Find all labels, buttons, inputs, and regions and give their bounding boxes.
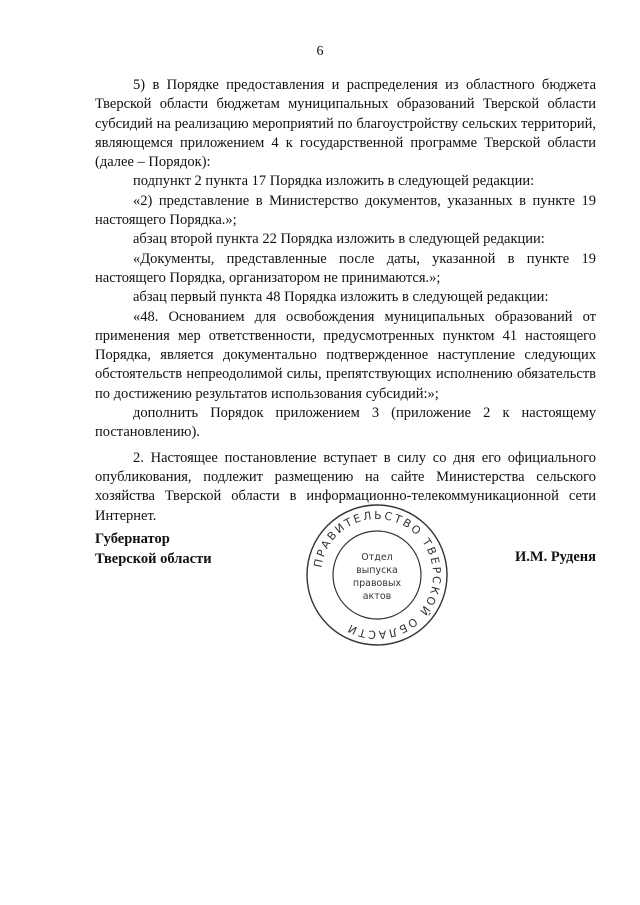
stamp-line2: выпуска <box>356 565 398 576</box>
stamp-line3: правовых <box>352 578 402 589</box>
stamp-ring-text: ПРАВИТЕЛЬСТВО ТВЕРСКОЙ ОБЛАСТИ <box>311 508 444 642</box>
signer-name: И.М. Руденя <box>514 549 596 565</box>
paragraph-abzac-22: абзац второй пункта 22 Порядка изложить в следующей редакции: <box>133 231 545 248</box>
paragraph-5-intro: 5) в Порядке предоставления и распределения из областного бюджета Тверской области бюджетам муниципальных образований Тверской области субсидий на реализацию мероприятий по благоустройству сельских территорий, являющемся приложением 4 к государственной программе Тверской области (далее – Порядок): <box>95 77 596 171</box>
signer-title-line2: Тверской области <box>95 551 212 567</box>
paragraph-quote-48: «48. Основанием для освобождения муниципальных образований от применения мер ответственности, предусмотренных пунктом 41 настоящего Порядка, является документально подтвержденное наступление следующих обстоятельств непреодолимой силы, препятствующих исполнению обязательств по достижению результатов использования субсидий:»; <box>95 308 596 402</box>
paragraph-quote-2: «2) представление в Министерство документов, указанных в пункте 19 настоящего Порядка.»; <box>95 192 596 229</box>
paragraph-quote-documents: «Документы, представленные после даты, указанной в пункте 19 настоящего Порядка, организатором не принимаются.»; <box>95 250 596 286</box>
signature-block <box>95 508 596 659</box>
paragraph-abzac-48: абзац первый пункта 48 Порядка изложить в следующей редакции: <box>133 289 549 306</box>
paragraph-entry-into-force: 2. Настоящее постановление вступает в силу со дня его официального опубликования, подлежит размещению на сайте Министерства сельского хозяйства Тверской области в информационно-телекоммуникационной сети Интернет. <box>95 449 596 524</box>
document-body <box>95 76 596 526</box>
signer-title-line1: Губернатор <box>95 531 170 547</box>
stamp-line4: актов <box>362 591 392 602</box>
paragraph-subpoint-17: подпункт 2 пункта 17 Порядка изложить в следующей редакции: <box>133 173 535 190</box>
paragraph-appendix-3: дополнить Порядок приложением 3 (приложение 2 к настоящему постановлению). <box>95 405 596 441</box>
signer-title <box>95 529 212 569</box>
official-stamp <box>302 500 452 650</box>
stamp-line1: Отдел <box>361 552 393 563</box>
page-number: 6 <box>316 44 324 59</box>
